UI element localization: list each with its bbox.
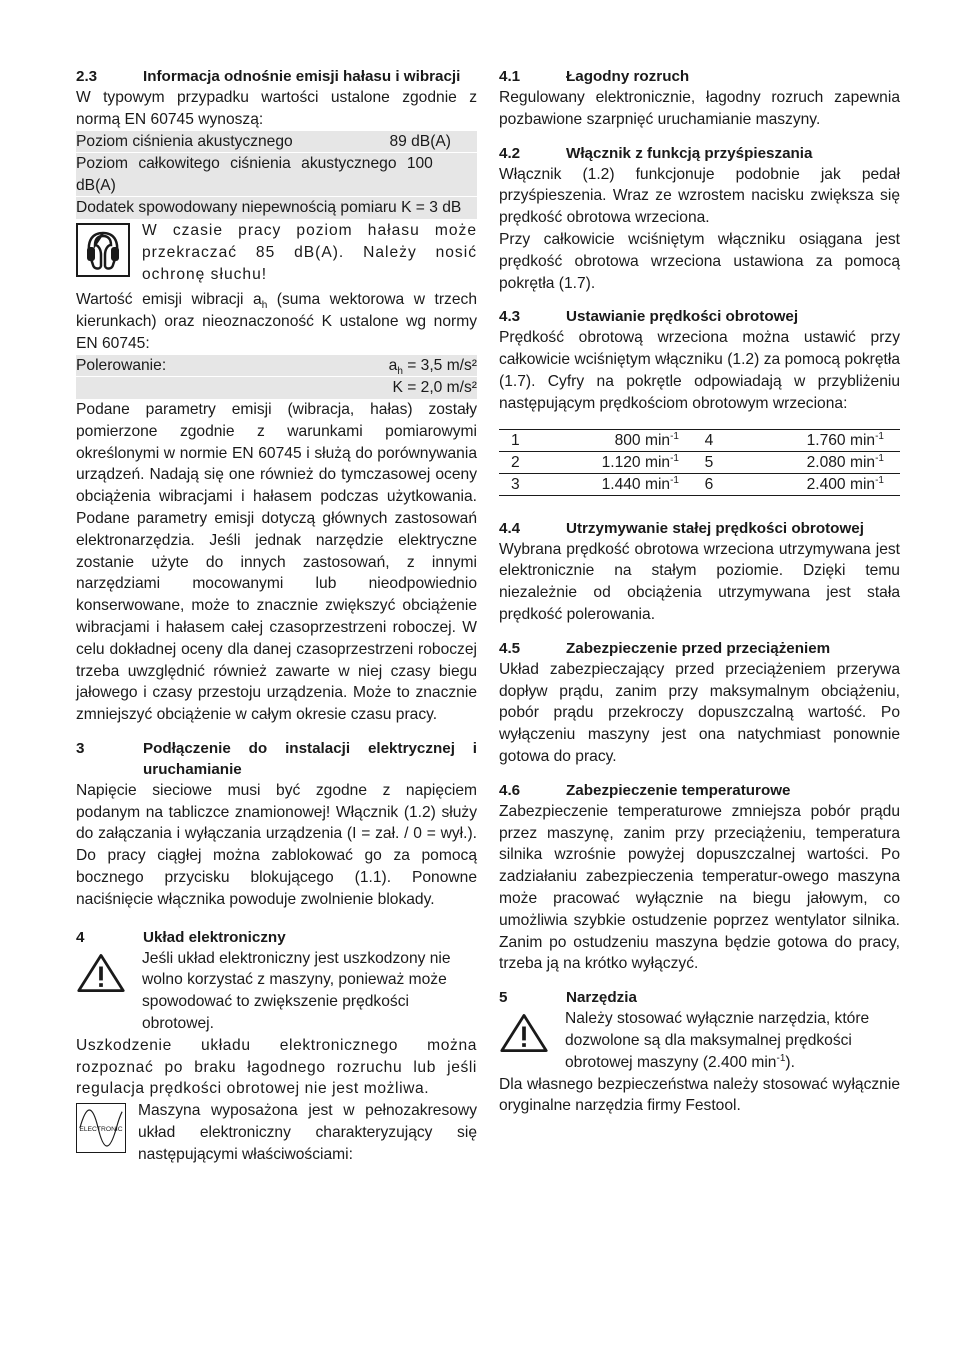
electronic-icon [76, 1103, 126, 1153]
speed-position-left-text: 2 [511, 453, 520, 471]
speed-table-row [499, 429, 900, 451]
vibration-intro [76, 289, 477, 354]
electronics-warning-text: Jeśli układ elektroniczny jest uszkodzony nie wolno korzystać z maszyny, ponieważ może spowodować to zwiększenie prędkości obrotowej. [142, 949, 451, 1033]
tools-warning [499, 1008, 900, 1073]
speed-value-right-text: 2.400 [806, 475, 846, 493]
speed-unit: min [849, 453, 876, 471]
section-4-5-heading [499, 638, 900, 659]
tools-warning-text [565, 1008, 900, 1073]
speed-value-right-text: 1.760 [806, 431, 846, 449]
speed-position-right [679, 451, 739, 473]
electronics-body: Uszkodzenie układu elektronicznego można rozpoznać po braku łagodnego rozruchu lub jeśli regulacja prędkości obrotowej nie jest możliwa. [76, 1036, 477, 1098]
hearing-protection-note [76, 220, 477, 285]
speed-value-left [569, 451, 679, 473]
constant-speed-body: Wybrana prędkość obrotowa wrzeciona utrzymywana jest elektronicznie na stałym poziomie. Dzięki temu niezależnie od obciążenia utrzymywana jest stała prędkość polerowania. [499, 540, 900, 623]
speed-unit: min [849, 475, 876, 493]
hearing-protection-text: W czasie pracy poziom hałasu może przekraczać 85 dB(A). Należy nosić ochronę słuchu! [142, 221, 477, 283]
speed-unit: min [644, 475, 671, 493]
section-title: Narzędzia [566, 989, 637, 1007]
accelerator-body-2: Przy całkowicie wciśniętym włączniku osiągana jest prędkość obrotowa wrzeciona ustawiona za pomocą pokrętła (1.7). [499, 230, 900, 292]
speed-unit-exp: -1 [875, 452, 884, 464]
speed-value-right [739, 429, 900, 451]
tools-warning-a: Należy stosować wyłącznie narzędzia, które dozwolone są dla maksymalnej prędkości obrotowej maszyny (2.400 min [565, 1010, 870, 1071]
full-wave-electronics-text: Maszyna wyposażona jest w pełnozakresowy układ elektroniczny charakteryzujący się następującymi właściwościami: [138, 1102, 477, 1163]
speed-position-right-text: 5 [704, 453, 714, 471]
speed-value-right-text: 2.080 [806, 453, 846, 471]
section-number: 5 [499, 989, 508, 1007]
right-column [499, 66, 900, 1117]
overload-body: Układ zabezpieczający przed przeciążeniem przerywa dopływ prądu, zanim przy maksymalnym obciążeniu, pobór prądu przekroczy dopuszczalną wartość. Po wyłączeniu maszyny jest ona natychmiast ponownie gotowa do pracy. [499, 660, 900, 765]
section-number: 2.3 [76, 68, 98, 85]
section-number: 4.6 [499, 781, 521, 799]
speed-value-left [569, 429, 679, 451]
speed-unit: min [849, 431, 876, 449]
emission-body: Podane parametry emisji (wibracja, hałas) zostały pomierzone zgodnie z warunkami pomiarowymi określonymi w normie EN 60745 i służą do porównywania urządzeń. Nadają się one również do tymczasowej oceny obciążenia wibracjami i hałasem podczas użytkowania. Podane parametry emisji dotyczą głównych zastosowań elektronarzędzia. Jeśli jednak narzędzie elektryczne zostanie użyte do innych zastosowań, z innymi narzędziami mocowanymi lub nieodpowiednio konserwowane, może to znacznie zwiększyć obciążenie wibracjami i hałasem całej czasoprzestrzeni roboczej. W celu dokładnej oceny dla danej czasoprzestrzeni roboczej trzeba uwzględnić również zawarte w niej czasy biegu jałowego i czasy przestoju urządzenia. Może to znacznie zmniejszyć obciążenie w całym okresie czasu pracy. [76, 400, 477, 724]
speed-value-left-text: 1.440 [601, 475, 641, 493]
sound-pressure-value: 89 dB(A) [389, 132, 451, 150]
polishing-sub: h [397, 365, 403, 377]
electronic-label: ELECTRONIC [79, 1126, 123, 1134]
vibration-subscript: h [261, 300, 268, 312]
polishing-label: Polerowanie: [76, 356, 167, 374]
speed-table-row [499, 451, 900, 473]
speed-value-left-text: 800 [614, 431, 641, 449]
section-number: 4.4 [499, 519, 521, 537]
speed-unit-exp: -1 [670, 452, 679, 464]
speed-position-left-text: 1 [511, 431, 520, 449]
speed-unit-exp: -1 [670, 430, 679, 442]
section-title: Łagodny rozruch [566, 68, 690, 85]
polishing-k: K = 2,0 m/s² [392, 379, 477, 397]
speed-position-left [499, 473, 569, 495]
section-4-6-heading [499, 780, 900, 801]
speed-unit: min [644, 431, 671, 449]
sound-power-row [76, 153, 477, 196]
section-title: Włącznik z funkcją przyśpieszania [566, 144, 813, 162]
speed-position-left [499, 451, 569, 473]
temperature-body: Zabezpieczenie temperaturowe zmniejsza pobór prądu przez maszynę, zanim przy przeciążeniu, temperatura silnika wzrośnie powyżej dopuszczalnej wartości. Po zadziałaniu zabezpieczenia temperatur-owego maszyna może pracować wyłącznie na biegu jałowym, co umożliwia szybkie ostudzenie poprzez wentylator silnika. Zanim po ostudzeniu maszyna będzie gotowa do pracy, trzeba ją na krótko wyłączyć. [499, 802, 900, 973]
left-column [76, 66, 477, 1166]
tools-body: Dla własnego bezpieczeństwa należy stosować wyłącznie oryginalne narzędzia firmy Festool. [499, 1075, 900, 1115]
speed-position-right [679, 429, 739, 451]
tools-warning-b: ). [785, 1053, 795, 1071]
ear-protection-icon [76, 223, 130, 277]
polishing-a: a [388, 356, 398, 374]
electrical-connection-body: Napięcie sieciowe musi być zgodne z napięciem podanym na tabliczce znamionowej! Włącznik (1.2) służy do załączania i wyłączania urządzenia (I = zał. / 0 = wył.). Do pracy ciągłej można zablokować go za pomocą bocznego przycisku blokującego (1.1). Ponowne naciśnięcie włącznika powoduje zwolnienie blokady. [76, 781, 477, 908]
speed-setting-body: Prędkość obrotową wrzeciona można ustawić przy całkowicie wciśniętym włączniku (1.2) za pomocą pokrętła (1.7). Cyfry na pokrętle odpowiadają w przybliżeniu następującym prędkościom obrotowym wrzeciona: [499, 329, 900, 412]
section-4-2-heading [499, 143, 900, 164]
section-title: Układ elektroniczny [143, 928, 286, 946]
section-number: 4.1 [499, 68, 521, 85]
section-5-heading [499, 987, 900, 1008]
speed-position-right-text: 4 [704, 431, 714, 449]
uncertainty-text: Dodatek spowodowany niepewnością pomiaru K = 3 dB [76, 199, 462, 217]
tools-warning-exp: -1 [776, 1052, 786, 1064]
section-3-heading [76, 738, 477, 780]
speed-position-left [499, 429, 569, 451]
section-title: Informacja odnośnie emisji hałasu i wibracji [143, 68, 461, 85]
speed-value-left [569, 473, 679, 495]
section-number: 4.2 [499, 144, 521, 162]
speed-value-left-text: 1.120 [601, 453, 641, 471]
section-title: Podłączenie do instalacji elektrycznej i uruchamianie [143, 739, 477, 778]
polishing-row [76, 355, 477, 377]
section-number: 4 [76, 928, 85, 946]
section-4-heading [76, 927, 477, 948]
speed-unit: min [644, 453, 671, 471]
section-title: Zabezpieczenie przed przeciążeniem [566, 639, 831, 657]
section-number: 3 [76, 739, 85, 757]
noise-intro: W typowym przypadku wartości ustalone zgodnie z normą EN 60745 wynoszą: [76, 89, 477, 128]
sound-power-text: Poziom całkowitego ciśnienia akustycznego 100 dB(A) [76, 155, 433, 194]
section-title: Zabezpieczenie temperaturowe [566, 781, 791, 799]
section-4-1-heading [499, 66, 900, 87]
warning-icon [76, 952, 130, 1035]
speed-value-right [739, 451, 900, 473]
sound-pressure-row [76, 131, 477, 153]
full-wave-electronics-note [76, 1100, 477, 1165]
speed-unit-exp: -1 [670, 474, 679, 486]
section-2-3-heading [76, 66, 477, 87]
warning-icon [499, 1012, 553, 1073]
section-number: 4.5 [499, 639, 521, 657]
section-4-4-heading [499, 518, 900, 539]
section-number: 4.3 [499, 308, 521, 326]
speed-table-row [499, 473, 900, 495]
polishing-k-row [76, 377, 477, 399]
section-title: Utrzymywanie stałej prędkości obrotowej [566, 519, 864, 537]
speed-unit-exp: -1 [875, 474, 884, 486]
polishing-value [389, 355, 477, 377]
vibration-text-b: (suma wektorowa w trzech kierunkach) oraz nieoznaczoność K ustalone wg normy EN 60745: [76, 291, 477, 352]
soft-start-body: Regulowany elektronicznie, łagodny rozruch zapewnia pozbawione szarpnięć uruchamianie maszyny. [499, 89, 900, 128]
section-title: Ustawianie prędkości obrotowej [566, 308, 799, 326]
section-4-3-heading [499, 306, 900, 327]
polishing-number: = 3,5 m/s² [402, 356, 477, 374]
speed-position-right [679, 473, 739, 495]
uncertainty-row [76, 197, 477, 219]
speed-position-right-text: 6 [704, 475, 714, 493]
vibration-text-a: Wartość emisji wibracji a [76, 291, 262, 309]
speed-table [499, 429, 900, 496]
accelerator-body-1: Włącznik (1.2) funkcjonuje podobnie jak pedał przyśpieszenia. Wraz ze wzrostem nacisku zwiększa się prędkość obrotowa wrzeciona. [499, 165, 900, 227]
speed-unit-exp: -1 [875, 430, 884, 442]
speed-value-right [739, 473, 900, 495]
electronics-warning [76, 948, 477, 1035]
speed-position-left-text: 3 [511, 475, 520, 493]
sound-pressure-label: Poziom ciśnienia akustycznego [76, 132, 293, 150]
